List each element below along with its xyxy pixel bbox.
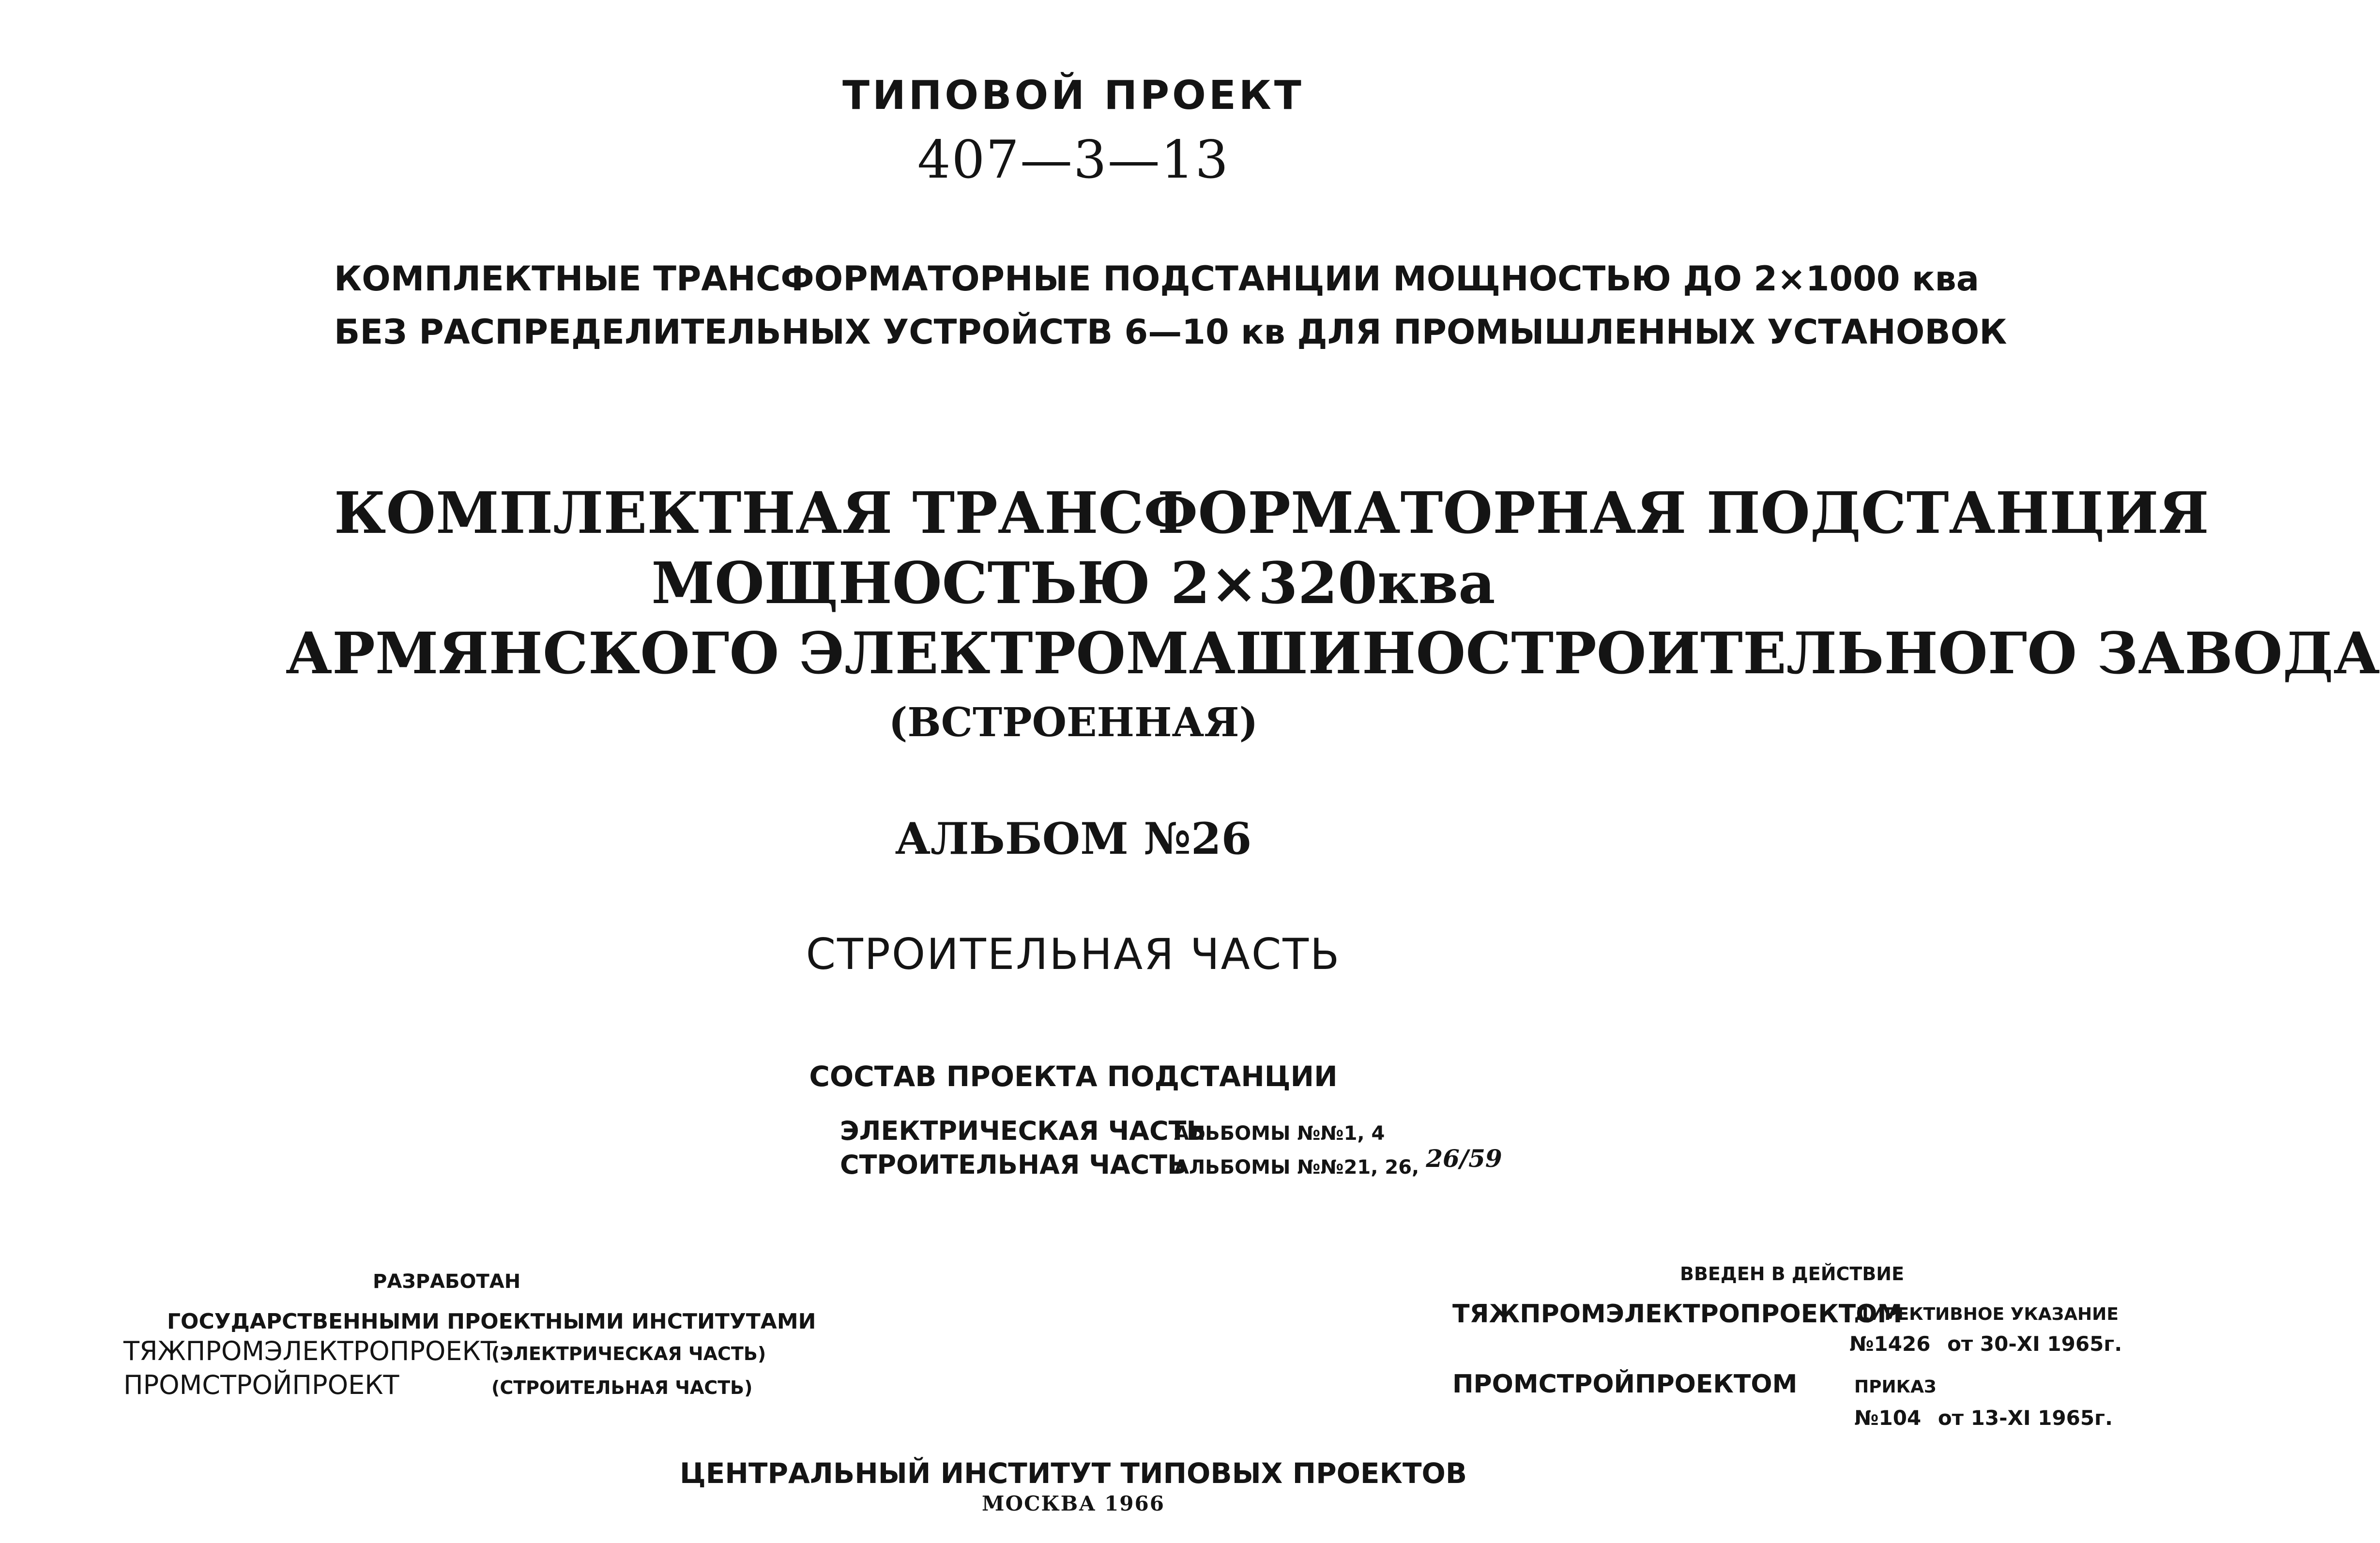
institute-part: (СТРОИТЕЛЬНАЯ ЧАСТЬ) — [491, 1377, 753, 1398]
title-line-3: АРМЯНСКОГО ЭЛЕКТРОМАШИНОСТРОИТЕЛЬНОГО ЗАВОДА — [286, 620, 2380, 687]
enacted-heading: ВВЕДЕН В ДЕЙСТВИЕ — [1680, 1263, 1905, 1285]
enacted-doc: ДИРЕКТИВНОЕ УКАЗАНИЕ — [1854, 1304, 2119, 1324]
institute-part: (ЭЛЕКТРИЧЕСКАЯ ЧАСТЬ) — [491, 1343, 766, 1364]
institute-name: ТЯЖПРОМЭЛЕКТРОПРОЕКТ — [123, 1336, 497, 1366]
composition-part: СТРОИТЕЛЬНАЯ ЧАСТЬ — [840, 1150, 1188, 1180]
title-line-4: (ВСТРОЕННАЯ) — [888, 699, 1258, 746]
enacted-org: ПРОМСТРОЙПРОЕКТОМ — [1452, 1370, 1798, 1399]
album-label: АЛЬБОМ №26 — [895, 813, 1252, 864]
enacted-ref — [1854, 1406, 2113, 1430]
handwritten-note: 26/59 — [1426, 1144, 1502, 1173]
enacted-doc: ПРИКАЗ — [1854, 1377, 1937, 1397]
composition-albums: АЛЬБОМЫ №№21, 26, — [1174, 1156, 1419, 1179]
composition-row — [840, 1116, 1385, 1146]
city-year: МОСКВА 1966 — [982, 1492, 1165, 1515]
enacted-date: от 30-XI 1965г. — [1947, 1332, 2122, 1356]
enacted-number: №104 — [1854, 1406, 1922, 1430]
subject-line-2: БЕЗ РАСПРЕДЕЛИТЕЛЬНЫХ УСТРОЙСТВ 6—10 кв ДЛЯ ПРОМЫШЛЕННЫХ УСТАНОВОК — [334, 312, 2007, 352]
enacted-ref — [1849, 1332, 2122, 1356]
composition-albums: АЛЬБОМЫ №№1, 4 — [1174, 1122, 1385, 1145]
series-label: ТИПОВОЙ ПРОЕКТ — [842, 73, 1304, 119]
enacted-number: №1426 — [1849, 1332, 1931, 1356]
institute-name: ПРОМСТРОЙПРОЕКТ — [123, 1370, 399, 1400]
developed-heading: РАЗРАБОТАН — [373, 1271, 521, 1293]
composition-part: ЭЛЕКТРИЧЕСКАЯ ЧАСТЬ — [840, 1116, 1206, 1146]
title-line-1: КОМПЛЕКТНАЯ ТРАНСФОРМАТОРНАЯ ПОДСТАНЦИЯ — [334, 479, 2209, 546]
project-number: 407—3—13 — [917, 130, 1230, 190]
composition-row — [840, 1144, 1502, 1180]
enacted-org: ТЯЖПРОМЭЛЕКТРОПРОЕКТОМ — [1452, 1300, 1903, 1329]
enacted-date: от 13-XI 1965г. — [1938, 1406, 2113, 1430]
publisher: ЦЕНТРАЛЬНЫЙ ИНСТИТУТ ТИПОВЫХ ПРОЕКТОВ — [679, 1457, 1467, 1490]
album-part: СТРОИТЕЛЬНАЯ ЧАСТЬ — [806, 929, 1341, 979]
subject-line-1: КОМПЛЕКТНЫЕ ТРАНСФОРМАТОРНЫЕ ПОДСТАНЦИИ МОЩНОСТЬЮ ДО 2×1000 ква — [334, 259, 1979, 299]
developed-line-1: ГОСУДАРСТВЕННЫМИ ПРОЕКТНЫМИ ИНСТИТУТАМИ — [167, 1309, 816, 1334]
title-line-2: МОЩНОСТЬЮ 2×320ква — [651, 549, 1495, 617]
developed-institute — [123, 1336, 766, 1366]
developed-institute — [123, 1370, 753, 1400]
composition-heading: СОСТАВ ПРОЕКТА ПОДСТАНЦИИ — [809, 1060, 1338, 1093]
